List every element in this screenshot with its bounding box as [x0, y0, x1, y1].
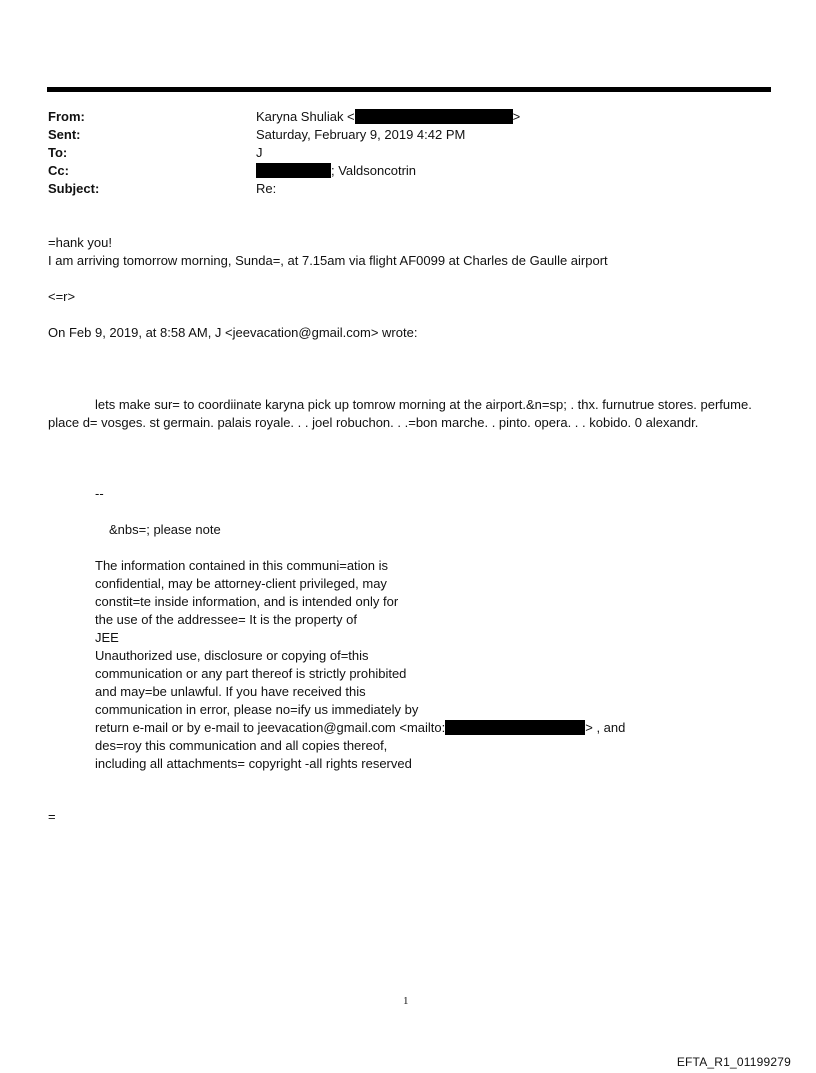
disclaimer-line: the use of the addressee= It is the property of — [95, 612, 357, 627]
to-value: J — [256, 145, 263, 160]
cc-value — [256, 162, 416, 180]
signature-dashes: -- — [95, 486, 104, 501]
document-id: EFTA_R1_01199279 — [676, 1055, 791, 1069]
from-value — [256, 108, 520, 126]
sent-label: Sent: — [48, 127, 81, 142]
return-line-end: > , and — [585, 720, 626, 735]
cc-label: Cc: — [48, 163, 69, 178]
from-bracket: > — [512, 109, 521, 124]
from-name: Karyna Shuliak < — [256, 109, 355, 124]
subject-value: Re: — [256, 181, 277, 196]
disclaimer-line: des=roy this communication and all copies thereof, — [95, 738, 388, 753]
quoted-message: lets make sur= to coordiinate karyna pick up tomrow morning at the airport.&n=sp; . thx. furnutrue stores. perfume. place d= vosges. st germain. palais royale. . . joel robuchon. . .=bon marche. . pinto. opera. . . kobido. 0 alexandr. — [48, 397, 752, 430]
quote-header: On Feb 9, 2019, at 8:58 AM, J <jeevacation@gmail.com> wrote: — [48, 325, 418, 340]
body-line-br: <=r> — [48, 289, 76, 304]
disclaimer-line: and may=be unlawful. If you have received this — [95, 684, 366, 699]
redaction-bar — [355, 109, 513, 124]
disclaimer-line: confidential, may be attorney-client privileged, may — [95, 576, 387, 591]
from-label: From: — [48, 109, 85, 124]
disclaimer-line: Unauthorized use, disclosure or copying of=this — [95, 648, 369, 663]
subject-label: Subject: — [48, 181, 100, 196]
cc-recipient: ; Valdsoncotrin — [331, 163, 417, 178]
signature-note: &nbs=; please note — [109, 522, 221, 537]
disclaimer-line: JEE — [95, 630, 119, 645]
disclaimer-line: communication in error, please no=ify us immediately by — [95, 702, 419, 717]
disclaimer-return-line — [95, 719, 625, 737]
trailing-equals: = — [48, 809, 56, 824]
redaction-bar — [256, 163, 331, 178]
return-line-text: return e-mail or by e-mail to jeevacation@gmail.com <mailto: — [95, 720, 446, 735]
disclaimer-line: The information contained in this communi=ation is — [95, 558, 389, 573]
page-number: 1 — [403, 995, 409, 1007]
header-rule — [47, 87, 771, 92]
body-line-thanks: =hank you! — [48, 235, 112, 250]
redaction-bar — [445, 720, 585, 735]
sent-value: Saturday, February 9, 2019 4:42 PM — [256, 127, 466, 142]
disclaimer-line: communication or any part thereof is strictly prohibited — [95, 666, 407, 681]
to-label: To: — [48, 145, 68, 160]
disclaimer-line: including all attachments= copyright -all rights reserved — [95, 756, 412, 771]
body-line-arrival: I am arriving tomorrow morning, Sunda=, at 7.15am via flight AF0099 at Charles de Gaulle airport — [48, 253, 608, 268]
disclaimer-line: constit=te inside information, and is intended only for — [95, 594, 399, 609]
